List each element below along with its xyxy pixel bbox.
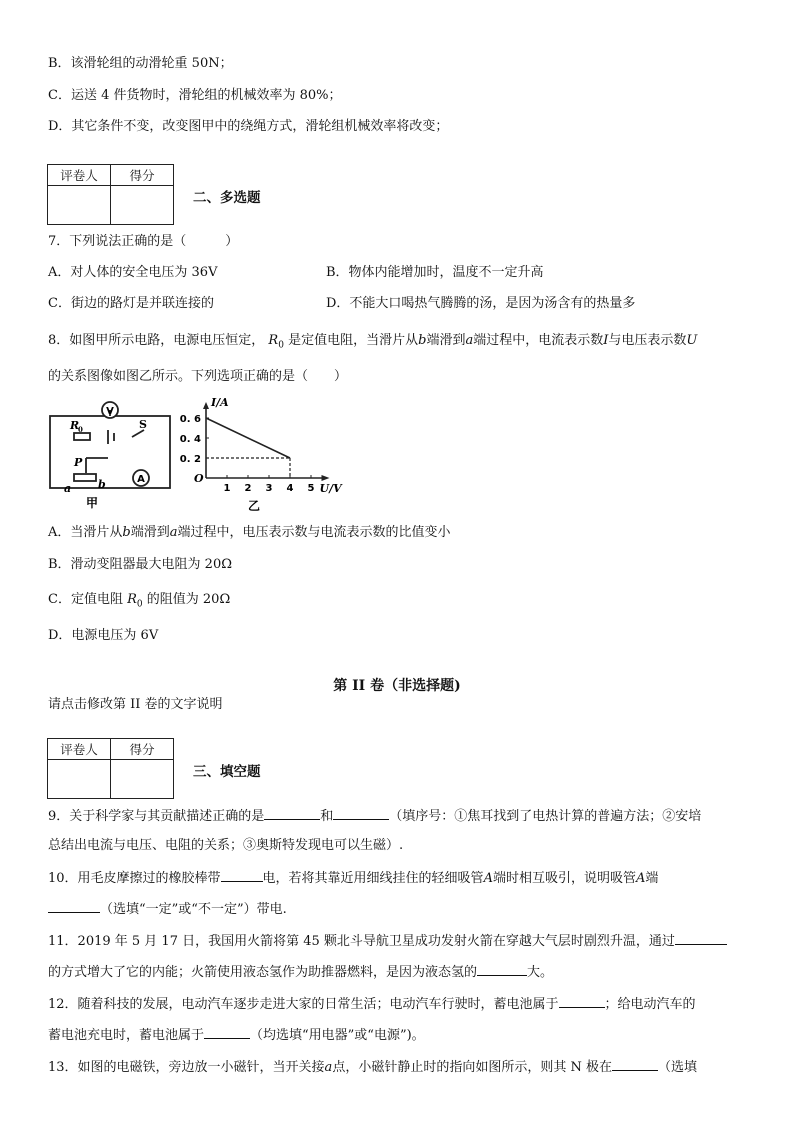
q6-option-c: C．运送 4 件货物时，滑轮组的机械效率为 80%； bbox=[48, 88, 342, 103]
r0-label-sub: 0 bbox=[78, 425, 83, 434]
resistor-r0 bbox=[74, 433, 90, 440]
ammeter-label: A bbox=[137, 474, 145, 485]
q10-line2 bbox=[48, 900, 287, 919]
q12-line2 bbox=[48, 1026, 425, 1045]
score-table3-score-label: 得分 bbox=[111, 739, 174, 760]
q9-l1c: （填序号：①焦耳找到了电热计算的普遍方法；②安培 bbox=[389, 809, 702, 824]
circuit-frame bbox=[50, 416, 170, 488]
q8-a-pre: A．当滑片从 bbox=[48, 525, 123, 540]
rheostat bbox=[74, 474, 96, 481]
section3-title: 三、填空题 bbox=[193, 764, 261, 780]
q8-a-b: b bbox=[122, 525, 131, 540]
q10-A2: A bbox=[635, 871, 646, 886]
q13-l1a: 13．如图的电磁铁，旁边放一小磁针，当开关接 bbox=[48, 1060, 325, 1075]
q13-blank1[interactable] bbox=[612, 1058, 658, 1071]
q7-option-b: B．物体内能增加时，温度不一定升高 bbox=[326, 265, 544, 280]
q11-line1 bbox=[48, 932, 727, 951]
y-tick-label-0.2: 0. 2 bbox=[179, 454, 201, 465]
q9-blank1[interactable] bbox=[264, 807, 320, 820]
q10-line1 bbox=[48, 869, 658, 888]
score-table-score-label: 得分 bbox=[111, 165, 174, 186]
score-table-section3 bbox=[47, 738, 174, 799]
q11-line2 bbox=[48, 963, 553, 982]
q13-line1 bbox=[48, 1058, 697, 1077]
q8-option-c bbox=[48, 591, 230, 614]
caption-jia: 甲 bbox=[86, 496, 99, 510]
q7-stem: 7．下列说法正确的是（ ） bbox=[48, 234, 239, 249]
q8-c-pre: C．定值电阻 bbox=[48, 592, 123, 607]
q11-blank2[interactable] bbox=[477, 963, 527, 976]
q7-option-d: D．不能大口喝热气腾腾的汤，是因为汤含有的热量多 bbox=[326, 296, 636, 311]
q13-l1c: （选填 bbox=[657, 1060, 697, 1075]
caption-yi: 乙 bbox=[248, 499, 261, 513]
origin-label: O bbox=[194, 472, 204, 485]
q13-a: a bbox=[324, 1060, 333, 1075]
switch-label: S bbox=[139, 418, 147, 431]
q10-l1c: 端时相互吸引，说明吸管 bbox=[492, 871, 636, 886]
volume2-title: 第 II 卷（非选择题) bbox=[333, 678, 461, 694]
q11-l2a: 的方式增大了它的内能；火箭使用液态氢作为助推器燃料，是因为液态氢的 bbox=[48, 965, 478, 980]
q8-stem-c: 端滑到 bbox=[426, 333, 466, 348]
volume2-note[interactable]: 请点击修改第 II 卷的文字说明 bbox=[48, 697, 223, 712]
x-tick-label-5: 5 bbox=[307, 483, 315, 494]
switch-blade bbox=[132, 430, 144, 437]
score-table3-reviewer-label: 评卷人 bbox=[48, 739, 111, 760]
r0-label: R bbox=[70, 419, 80, 432]
q12-l2b: （均选填“用电器”或“电源”)。 bbox=[250, 1028, 425, 1043]
q8-stem-line2: 的关系图像如图乙所示。下列选项正确的是（ ） bbox=[48, 369, 348, 384]
q12-l1a: 12．随着科技的发展，电动汽车逐步走进大家的日常生活；电动汽车行驶时，蓄电池属于 bbox=[48, 997, 559, 1012]
q9-blank2[interactable] bbox=[333, 807, 389, 820]
q8-stem-a: 8．如图甲所示电路，电源电压恒定， bbox=[48, 333, 265, 348]
q11-l2b: 大。 bbox=[527, 965, 554, 980]
q8-r0: R bbox=[268, 333, 279, 348]
end-b-label: b bbox=[98, 478, 106, 491]
x-tick-label-4: 4 bbox=[286, 483, 294, 494]
q12-blank2[interactable] bbox=[204, 1026, 250, 1039]
q8-option-a bbox=[48, 524, 451, 542]
q8-option-b: B．滑动变阻器最大电阻为 20Ω bbox=[48, 557, 233, 572]
q8-a-a: a bbox=[169, 525, 178, 540]
y-axis-label: I/A bbox=[211, 396, 229, 409]
q9-l1a: 9．关于科学家与其贡献描述正确的是 bbox=[48, 809, 265, 824]
q7-option-c: C．街边的路灯是并联连接的 bbox=[48, 296, 214, 311]
slider-label: P bbox=[74, 456, 83, 469]
score-table-reviewer-cell bbox=[48, 186, 111, 225]
q10-blank2[interactable] bbox=[48, 900, 100, 913]
q8-r0-sub: 0 bbox=[278, 340, 284, 351]
q9-l1b: 和 bbox=[320, 809, 334, 824]
voltmeter-label: V bbox=[106, 406, 114, 417]
end-a-label: a bbox=[64, 482, 72, 495]
q8-a-mid1: 端滑到 bbox=[130, 525, 170, 540]
y-tick-label-0.6: 0. 6 bbox=[179, 414, 201, 425]
q8-stem-line1 bbox=[48, 332, 697, 355]
q8-stem-d: 端过程中，电流表示数 bbox=[473, 333, 604, 348]
q8-c-r0-sub: 0 bbox=[136, 599, 143, 610]
score-table-score-cell bbox=[111, 186, 174, 225]
score-table3-score-cell bbox=[111, 760, 174, 799]
q11-blank1[interactable] bbox=[675, 932, 727, 945]
score-table3-reviewer-cell bbox=[48, 760, 111, 799]
y-axis-arrow bbox=[203, 402, 209, 409]
q8-figure bbox=[48, 396, 348, 516]
q10-l1a: 10．用毛皮摩擦过的橡胶棒带 bbox=[48, 871, 221, 886]
q11-l1a: 11．2019 年 5 月 17 日，我国用火箭将第 45 颗北斗导航卫星成功发射火箭在穿越大气层时剧烈升温，通过 bbox=[48, 934, 675, 949]
q10-A1: A bbox=[483, 871, 493, 886]
q9-line1 bbox=[48, 807, 701, 826]
q9-line2: 总结出电流与电压、电阻的关系；③奥斯特发现电可以生磁）. bbox=[48, 838, 404, 853]
q10-l1d: 端 bbox=[645, 871, 659, 886]
q8-c-post: 的阻值为 20Ω bbox=[146, 592, 231, 607]
q13-l1b: 点，小磁针静止时的指向如图所示，则其 N 极在 bbox=[332, 1060, 612, 1075]
x-tick-label-3: 3 bbox=[265, 483, 273, 494]
q8-option-d: D．电源电压为 6V bbox=[48, 628, 159, 643]
q8-b: b bbox=[418, 333, 427, 348]
q12-l2a: 蓄电池充电时，蓄电池属于 bbox=[48, 1028, 205, 1043]
chart-yi bbox=[180, 396, 343, 495]
q10-blank1[interactable] bbox=[221, 869, 263, 882]
q8-stem-e: 与电压表示数 bbox=[608, 333, 687, 348]
q10-l2: （选填“一定”或“不一定”）带电. bbox=[100, 902, 287, 917]
q12-l1b: ；给电动汽车的 bbox=[604, 997, 696, 1012]
q12-blank1[interactable] bbox=[559, 995, 605, 1008]
q8-a-mid2: 端过程中，电压表示数与电流表示数的比值变小 bbox=[177, 525, 451, 540]
y-tick-label-0.4: 0. 4 bbox=[179, 434, 201, 445]
q8-U: U bbox=[686, 333, 698, 348]
q6-option-b: B．该滑轮组的动滑轮重 50N； bbox=[48, 56, 233, 71]
score-table-section2 bbox=[47, 164, 174, 225]
q6-option-d: D．其它条件不变，改变图甲中的绕绳方式，滑轮组机械效率将改变； bbox=[48, 119, 449, 134]
q8-c-r0: R bbox=[127, 592, 137, 607]
x-axis-arrow bbox=[322, 475, 330, 481]
x-tick-label-2: 2 bbox=[244, 483, 252, 494]
x-tick-label-1: 1 bbox=[223, 483, 231, 494]
q8-I: I bbox=[603, 333, 609, 348]
q7-option-a: A．对人体的安全电压为 36V bbox=[48, 265, 218, 280]
q8-stem-b: 是定值电阻，当滑片从 bbox=[288, 333, 419, 348]
series-line bbox=[206, 418, 290, 458]
section2-title: 二、多选题 bbox=[193, 190, 261, 206]
q12-line1 bbox=[48, 995, 696, 1014]
score-table-reviewer-label: 评卷人 bbox=[48, 165, 111, 186]
q10-l1b: 电，若将其靠近用细线挂住的轻细吸管 bbox=[262, 871, 484, 886]
x-axis-label: U/V bbox=[319, 482, 342, 495]
q8-a: a bbox=[465, 333, 474, 348]
